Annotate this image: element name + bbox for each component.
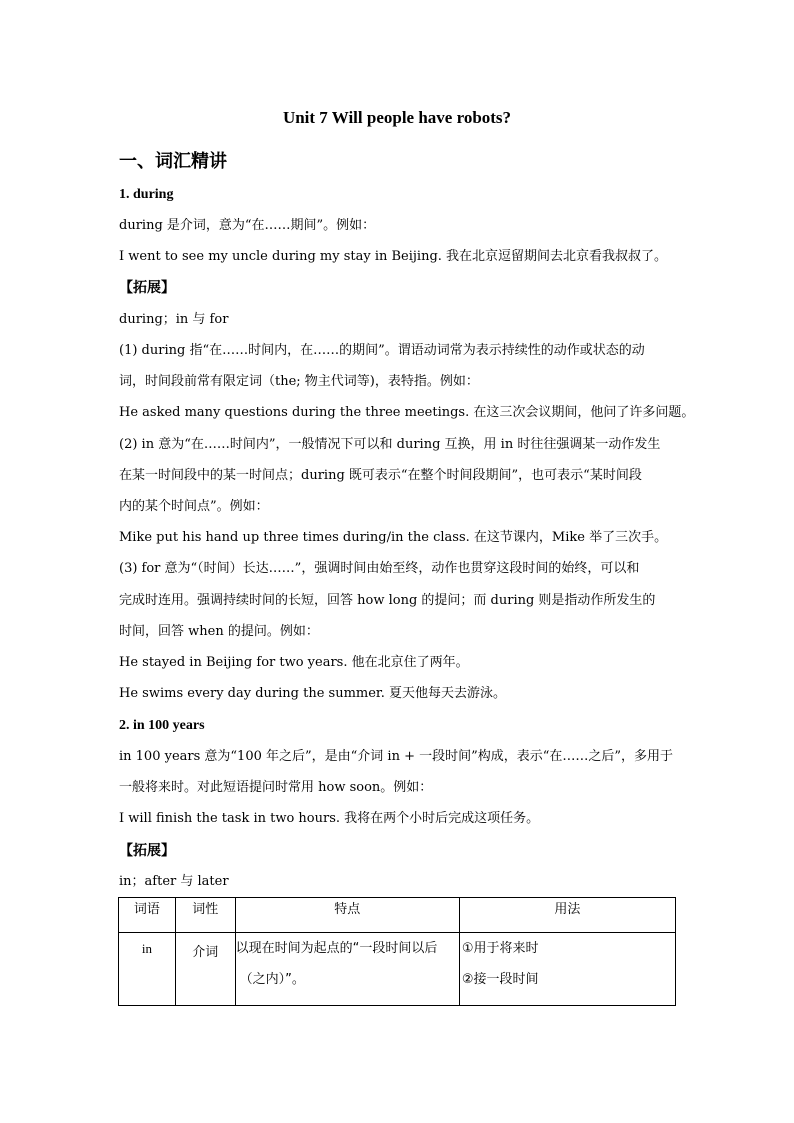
paragraph-line: 在某一时间段中的某一时间点；during 既可表示“在整个时间段期间”，也可表示“某时间段 bbox=[119, 468, 642, 483]
feature-line: （之内）”。 bbox=[239, 972, 305, 987]
paragraph-line: 词，时间段前常有限定词（the; 物主代词等)，表特指。例如： bbox=[119, 374, 479, 389]
section-heading-vocabulary: 一、词汇精讲 bbox=[119, 151, 227, 172]
document-title: Unit 7 Will people have robots? bbox=[282, 108, 512, 127]
extension-label: 【拓展】 bbox=[119, 843, 175, 859]
example-sentence: He stayed in Beijing for two years. 他在北京住了两年。 bbox=[119, 655, 469, 670]
paragraph-line: in 100 years 意为“100 年之后”，是由“介词 in + 一段时间”构成，表示“在……之后”，多用于 bbox=[119, 749, 674, 764]
usage-line: ①用于将来时 bbox=[461, 941, 539, 956]
paragraph-line: (2) in 意为“在……时间内”，一般情况下可以和 during 互换，用 in 时往往强调某一动作发生 bbox=[119, 437, 661, 452]
table-cell-word: in bbox=[119, 933, 176, 1006]
table-header-cell: 词语 bbox=[119, 898, 176, 933]
table-cell-usage bbox=[459, 933, 675, 1006]
table-row bbox=[119, 933, 676, 1006]
table-header-cell: 用法 bbox=[459, 898, 675, 933]
table-cell-feature bbox=[235, 933, 459, 1006]
vocab-item-heading: 1. during bbox=[119, 187, 174, 202]
example-sentence: I will finish the task in two hours. 我将在两个小时后完成这项任务。 bbox=[119, 811, 540, 826]
paragraph-line: (1) during 指“在……时间内，在……的期间”。谓语动词常为表示持续性的动作或状态的动 bbox=[119, 343, 645, 358]
vocab-item-heading: 2. in 100 years bbox=[119, 718, 205, 733]
example-sentence: Mike put his hand up three times during/in the class. 在这节课内，Mike 举了三次手。 bbox=[119, 530, 668, 545]
table-header-cell: 特点 bbox=[235, 898, 459, 933]
paragraph-line: during；in 与 for bbox=[119, 312, 229, 327]
paragraph-line: 完成时连用。强调持续时间的长短，回答 how long 的提问；而 during 则是指动作所发生的 bbox=[119, 593, 656, 608]
usage-line: ②接一段时间 bbox=[461, 972, 539, 987]
table-header-cell: 词性 bbox=[175, 898, 235, 933]
table-cell-pos: 介词 bbox=[175, 933, 235, 1006]
comparison-table bbox=[118, 897, 676, 1006]
paragraph-line: in；after 与 later bbox=[119, 874, 229, 889]
example-sentence: He swims every day during the summer. 夏天他每天去游泳。 bbox=[119, 686, 506, 701]
paragraph-line: during 是介词，意为“在……期间”。例如： bbox=[119, 218, 376, 233]
paragraph-line: 时间，回答 when 的提问。例如： bbox=[119, 624, 319, 639]
example-sentence: I went to see my uncle during my stay in Beijing. 我在北京逗留期间去北京看我叔叔了。 bbox=[119, 249, 668, 264]
paragraph-line: 内的某个时间点”。例如： bbox=[119, 499, 269, 514]
table-header-row bbox=[119, 898, 676, 933]
example-sentence: He asked many questions during the three meetings. 在这三次会议期间，他问了许多问题。 bbox=[119, 405, 695, 420]
feature-line: 以现在时间为起点的“一段时间以后 bbox=[235, 941, 438, 956]
paragraph-line: (3) for 意为“（时间）长达……”，强调时间由始至终，动作也贯穿这段时间的始终，可以和 bbox=[119, 561, 640, 576]
paragraph-line: 一般将来时。对此短语提问时常用 how soon。例如： bbox=[119, 780, 433, 795]
extension-label: 【拓展】 bbox=[119, 280, 175, 296]
